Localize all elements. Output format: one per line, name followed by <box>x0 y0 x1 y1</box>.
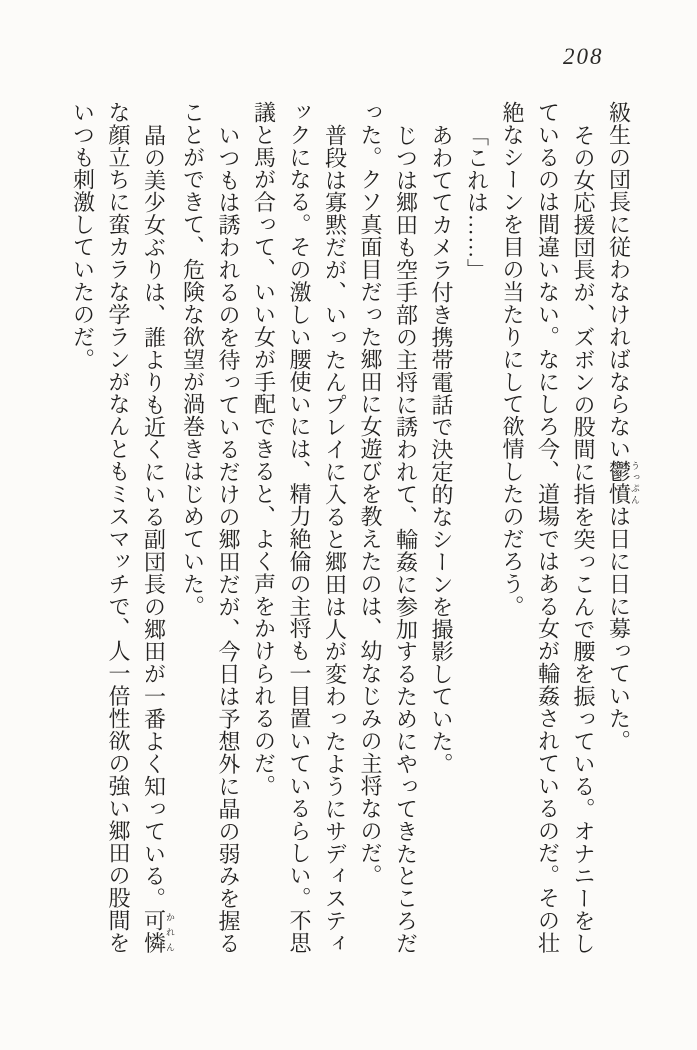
ruby-annotated-word: 可憐かれん <box>141 909 175 955</box>
text-line: あわててカメラ付き携帯電話で決定的なシーンを撮影していた。 <box>429 123 454 775</box>
text-line: ックになる。その激しい腰使いには、精力絶倫の主将も一目置いているらしい。不思 <box>287 101 312 955</box>
text-line: いつもは誘われるのを待っているだけの郷田だが、今日は予想外に晶の弱みを握る <box>216 123 241 955</box>
text-line: った。クソ真面目だった郷田に女遊びを教えたのは、幼なじみの主将なのだ。 <box>358 101 383 887</box>
text-line: な顔立ちに蛮カラな学ランがなんともミスマッチで、人一倍性欲の強い郷田の股間を <box>106 101 131 955</box>
text-line: 絶なシーンを目の当たりにして欲情したのだろう。 <box>500 101 525 618</box>
text-line: じつは郷田も空手部の主将に誘われて、輪姦に参加するためにやってきたところだ <box>393 123 419 955</box>
vertical-text-block <box>65 101 640 959</box>
text-line: 普段は寡黙だが、いったんプレイに入ると郷田は人が変わったようにサディスティ <box>322 123 348 955</box>
text-line: 晶の美少女ぶりは、誰よりも近くにいる副団長の郷田が一番よく知っている。可憐かれん <box>141 123 175 955</box>
text-line: 級生の団長に従わなければならない鬱憤うっぷんは日に日に募っていた。 <box>606 101 640 753</box>
text-line: ことができて、危険な欲望が渦巻きはじめていた。 <box>180 101 206 618</box>
text-line: いつも刺激していたのだ。 <box>70 101 96 371</box>
ruby-annotated-word: 鬱憤うっぷん <box>606 460 640 506</box>
text-line: 議と馬が合って、いい女が手配できると、よく声をかけられるのだ。 <box>251 101 277 797</box>
text-line: その女応援団長が、ズボンの股間に指を突っこんで腰を振っている。オナニーをし <box>571 123 596 955</box>
text-line: ているのは間違いない。なにしろ今、道場ではある女が輪姦されているのだ。その壮 <box>535 101 561 955</box>
text-line: 「これは……」 <box>464 123 490 281</box>
page-number: 208 <box>563 44 604 69</box>
